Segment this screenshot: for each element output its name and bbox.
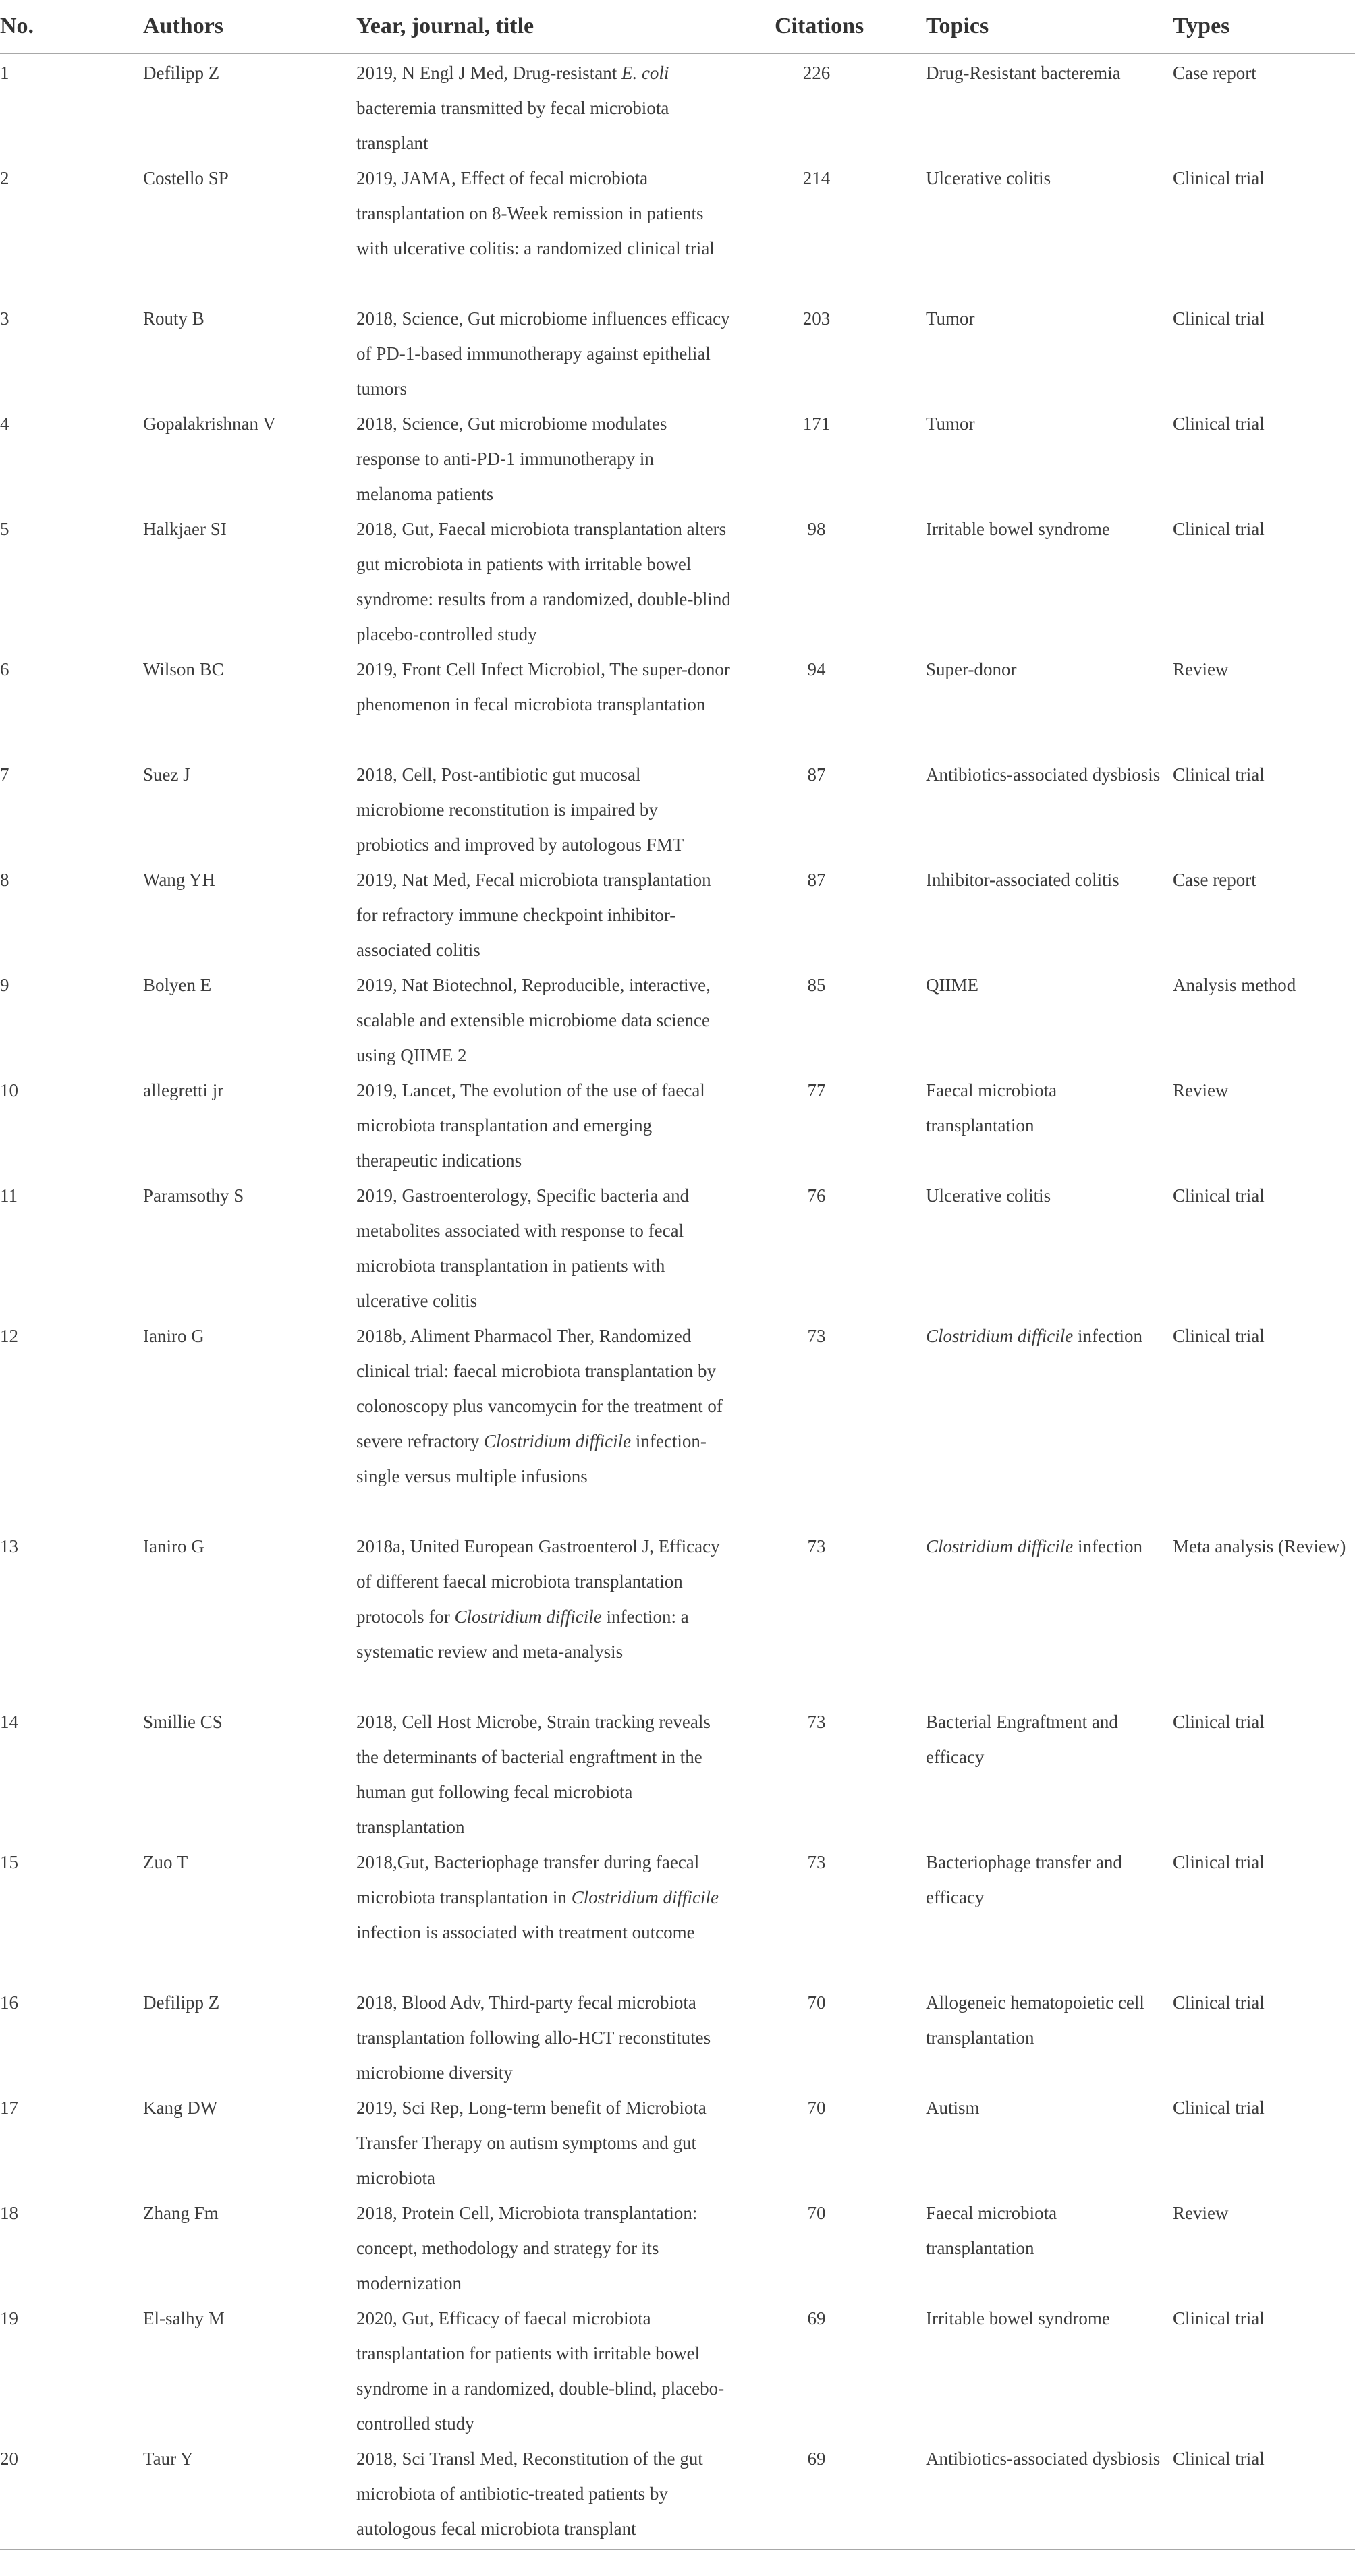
cell-topic: Irritable bowel syndrome [926,519,1110,539]
cell-title: 2019, JAMA, Effect of fecal microbiota transplantation on 8-Week remission in patients with ulcerative colitis: a randomized clinical trial [356,168,715,258]
cell-type: Clinical trial [1173,168,1265,188]
cell-no: 6 [0,659,9,679]
cell-no: 5 [0,519,9,539]
cell-authors: Paramsothy S [143,1185,244,1206]
cell-no: 3 [0,308,9,329]
cell-type: Clinical trial [1173,2448,1265,2469]
table-row [0,1984,1355,2089]
cell-topic: Antibiotics-associated dysbiosis [926,764,1161,785]
cell-citations: 73 [807,1326,826,1346]
cell-type: Meta analysis (Review) [1173,1536,1346,1557]
table-row [0,2440,1355,2545]
cell-title: 2018, Blood Adv, Third-party fecal microbiota transplantation following allo-HCT reconstitutes microbiome diversity [356,1992,711,2083]
table-row [0,1703,1355,1843]
cell-type: Clinical trial [1173,764,1265,785]
table-row [0,2089,1355,2194]
cell-citations: 70 [807,2098,826,2118]
cell-topic: Antibiotics-associated dysbiosis [926,2448,1161,2469]
cell-type: Analysis method [1173,975,1296,995]
cell-topic: Tumor [926,414,975,434]
cell-topic: QIIME [926,975,978,995]
italic-term: Clostridium difficile [454,1606,602,1627]
cell-type: Clinical trial [1173,1712,1265,1732]
table-row [0,966,1355,1071]
table-row [0,1177,1355,1317]
cell-citations: 226 [802,63,831,83]
table-row [0,1317,1355,1528]
italic-term: Clostridium difficile [571,1887,719,1907]
table-row [0,756,1355,861]
cell-topic: Clostridium difficile infection [926,1326,1142,1346]
cell-type: Review [1173,1080,1229,1100]
cell-no: 2 [0,168,9,188]
cell-authors: Routy B [143,308,204,329]
cell-citations: 70 [807,1992,826,2013]
cell-type: Clinical trial [1173,2098,1265,2118]
cell-title: 2019, Sci Rep, Long-term benefit of Microbiota Transfer Therapy on autism symptoms and gut microbiota [356,2098,707,2188]
cell-authors: Defilipp Z [143,1992,220,2013]
cell-topic: Ulcerative colitis [926,168,1051,188]
cell-no: 8 [0,870,9,890]
cell-title: 2019, Lancet, The evolution of the use of faecal microbiota transplantation and emerging therapeutic indications [356,1080,705,1171]
table-row [0,2194,1355,2299]
table-row [0,650,1355,756]
cell-citations: 69 [807,2308,826,2328]
cell-title: 2018, Cell Host Microbe, Strain tracking reveals the determinants of bacterial engraftment in the human gut following fecal microbiota transplantation [356,1712,711,1837]
cell-topic: Faecal microbiota transplantation [926,2203,1057,2258]
cell-authors: Zuo T [143,1852,188,1872]
table-row [0,1843,1355,1984]
cell-type: Clinical trial [1173,1185,1265,1206]
table-row [0,861,1355,966]
table-row [0,300,1355,405]
cell-citations: 203 [802,308,831,329]
cell-no: 1 [0,63,9,83]
cell-citations: 69 [807,2448,826,2469]
cell-title: 2018, Cell, Post-antibiotic gut mucosal microbiome reconstitution is impaired by probiotics and improved by autologous FMT [356,764,684,855]
cell-citations: 94 [807,659,826,679]
cell-no: 20 [0,2448,18,2469]
cell-citations: 171 [802,414,831,434]
cell-authors: Gopalakrishnan V [143,414,276,434]
cell-no: 15 [0,1852,18,1872]
cell-title: 2018, Sci Transl Med, Reconstitution of the gut microbiota of antibiotic-treated patients by autologous fecal microbiota transplant [356,2448,703,2539]
cell-authors: Bolyen E [143,975,212,995]
cell-citations: 73 [807,1536,826,1557]
cell-authors: Smillie CS [143,1712,223,1732]
cell-topic: Irritable bowel syndrome [926,2308,1110,2328]
cell-no: 9 [0,975,9,995]
cell-citations: 85 [807,975,826,995]
cell-type: Clinical trial [1173,308,1265,329]
cell-title: 2018, Science, Gut microbiome modulates response to anti-PD-1 immunotherapy in melanoma patients [356,414,667,504]
cell-title: 2018, Protein Cell, Microbiota transplantation: concept, methodology and strategy for its modernization [356,2203,698,2293]
cell-no: 16 [0,1992,18,2013]
cell-title: 2019, N Engl J Med, Drug-resistant E. coli bacteremia transmitted by fecal microbiota transplant [356,63,669,153]
cell-no: 7 [0,764,9,785]
cell-no: 13 [0,1536,18,1557]
cell-title: 2019, Gastroenterology, Specific bacteria and metabolites associated with response to fecal microbiota transplantation in patients with ulcerative colitis [356,1185,690,1311]
header-citations: Citations [775,13,864,38]
cell-topic: Tumor [926,308,975,329]
cell-no: 11 [0,1185,18,1206]
cell-no: 14 [0,1712,18,1732]
table-row [0,54,1355,159]
cell-authors: Suez J [143,764,190,785]
cell-title: 2018b, Aliment Pharmacol Ther, Randomized clinical trial: faecal microbiota transplantation by colonoscopy plus vancomycin for the treatment of severe refractory Clostridium difficile infection-single versus multiple infusions [356,1326,723,1486]
cell-type: Review [1173,2203,1229,2223]
cell-type: Review [1173,659,1229,679]
cell-title: 2019, Front Cell Infect Microbiol, The super-donor phenomenon in fecal microbiota transplantation [356,659,730,715]
cell-topic: Bacteriophage transfer and efficacy [926,1852,1122,1907]
table-row [0,159,1355,300]
cell-authors: Ianiro G [143,1536,204,1557]
cell-topic: Faecal microbiota transplantation [926,1080,1057,1136]
cell-citations: 77 [807,1080,826,1100]
cell-type: Clinical trial [1173,414,1265,434]
cell-topic: Autism [926,2098,980,2118]
header-authors: Authors [143,13,224,38]
cell-topic: Super-donor [926,659,1017,679]
cell-authors: Ianiro G [143,1326,204,1346]
header-types: Types [1173,13,1230,38]
table-row [0,2299,1355,2440]
cell-topic: Drug-Resistant bacteremia [926,63,1121,83]
cell-title: 2018,Gut, Bacteriophage transfer during faecal microbiota transplantation in Clostridium difficile infection is associated with treatment outcome [356,1852,719,1942]
cell-citations: 73 [807,1852,826,1872]
cell-title: 2019, Nat Med, Fecal microbiota transplantation for refractory immune checkpoint inhibitor-associated colitis [356,870,711,960]
cell-topic: Clostridium difficile infection [926,1536,1142,1557]
header-title: Year, journal, title [356,13,534,38]
cell-authors: Taur Y [143,2448,194,2469]
cell-authors: Kang DW [143,2098,218,2118]
table-header [0,0,1355,54]
cell-type: Case report [1173,870,1256,890]
italic-term: Clostridium difficile [483,1431,632,1451]
cell-authors: Wang YH [143,870,216,890]
cell-citations: 73 [807,1712,826,1732]
cell-authors: Halkjaer SI [143,519,227,539]
cell-citations: 70 [807,2203,826,2223]
table-row [0,1071,1355,1177]
cell-type: Case report [1173,63,1256,83]
header-no: No. [0,13,34,38]
cell-citations: 87 [807,870,826,890]
cell-topic: Allogeneic hematopoietic cell transplantation [926,1992,1144,2048]
table-row [0,1528,1355,1703]
cell-no: 17 [0,2098,18,2118]
table-body [0,54,1355,2545]
cell-title: 2018a, United European Gastroenterol J, Efficacy of different faecal microbiota transplantation protocols for Clostridium difficile infection: a systematic review and meta-analysis [356,1536,720,1662]
cell-topic: Bacterial Engraftment and efficacy [926,1712,1118,1767]
cell-title: 2019, Nat Biotechnol, Reproducible, interactive, scalable and extensible microbiome data science using QIIME 2 [356,975,711,1065]
cell-topic: Inhibitor-associated colitis [926,870,1119,890]
cell-citations: 98 [807,519,826,539]
table-row [0,510,1355,650]
cell-no: 19 [0,2308,18,2328]
cell-title: 2018, Gut, Faecal microbiota transplantation alters gut microbiota in patients with irritable bowel syndrome: results from a randomized, double-blind placebo-controlled study [356,519,731,644]
header-topics: Topics [926,13,989,38]
cell-type: Clinical trial [1173,519,1265,539]
cell-type: Clinical trial [1173,1326,1265,1346]
cell-citations: 214 [802,168,831,188]
cell-topic: Ulcerative colitis [926,1185,1051,1206]
cell-citations: 87 [807,764,826,785]
cell-no: 12 [0,1326,18,1346]
cell-type: Clinical trial [1173,2308,1265,2328]
cell-no: 10 [0,1080,18,1100]
bottom-rule [0,2549,1355,2550]
italic-term: E. coli [621,63,669,83]
cell-authors: Wilson BC [143,659,224,679]
cell-no: 18 [0,2203,18,2223]
cell-authors: El-salhy M [143,2308,225,2328]
cell-citations: 76 [807,1185,826,1206]
cell-authors: Zhang Fm [143,2203,219,2223]
cell-authors: allegretti jr [143,1080,224,1100]
cell-authors: Costello SP [143,168,229,188]
cell-type: Clinical trial [1173,1852,1265,1872]
cell-title: 2018, Science, Gut microbiome influences efficacy of PD-1-based immunotherapy against epithelial tumors [356,308,730,399]
cell-title: 2020, Gut, Efficacy of faecal microbiota transplantation for patients with irritable bowel syndrome in a randomized, double-blind, placebo-controlled study [356,2308,725,2434]
italic-term: Clostridium difficile [926,1536,1074,1557]
cell-no: 4 [0,414,9,434]
italic-term: Clostridium difficile [926,1326,1074,1346]
cell-authors: Defilipp Z [143,63,220,83]
table-row [0,405,1355,510]
cell-type: Clinical trial [1173,1992,1265,2013]
